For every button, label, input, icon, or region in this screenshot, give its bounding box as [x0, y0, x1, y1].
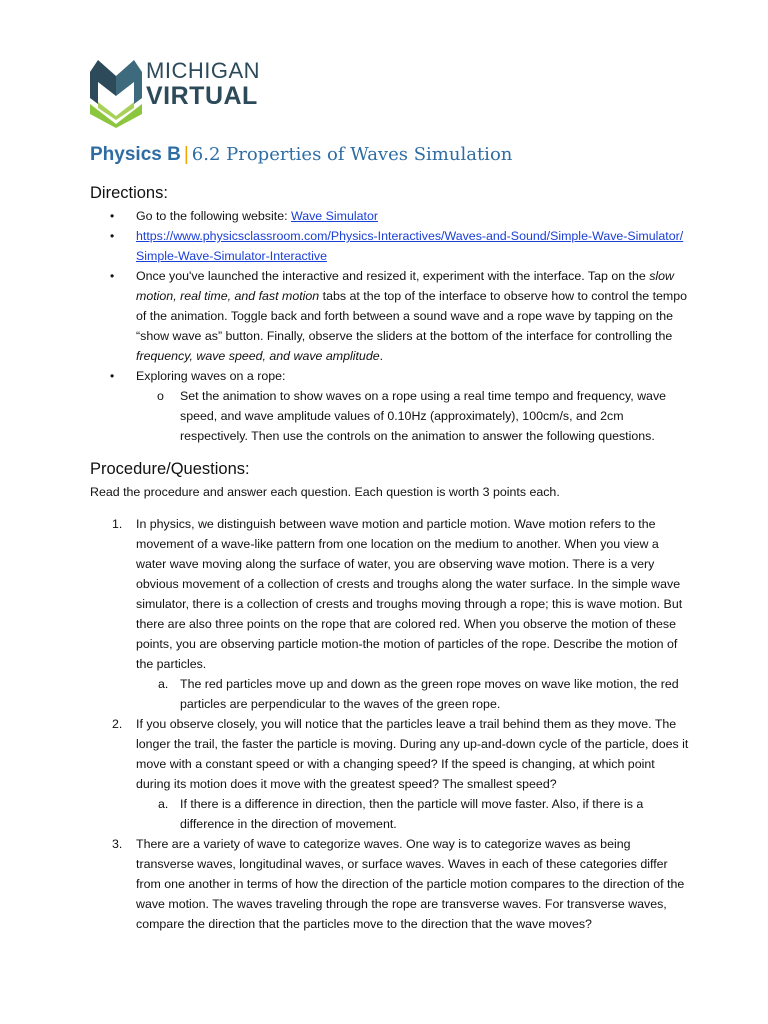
- logo-line-michigan: MICHIGAN: [146, 58, 260, 83]
- question-item: [90, 834, 690, 934]
- answer-letter: a.: [158, 677, 169, 691]
- bullet-icon: •: [110, 229, 115, 243]
- list-item: • Go to the following website: Wave Simulator: [90, 206, 690, 226]
- circle-bullet-icon: o: [157, 389, 164, 403]
- course-name: Physics B: [90, 144, 181, 165]
- answer-text: The red particles move up and down as the green rope moves on wave like motion, the red particles are perpendicular to the waves of the green rope.: [180, 677, 679, 711]
- question-text: If you observe closely, you will notice that the particles leave a trail behind them as they move. The longer the trail, the faster the particle is moving. During any up-and-down cycle of the particle, does it move with a constant speed or with a changing speed? If the speed is changing, at which point during its motion does it move with the greatest speed? The smallest speed?: [136, 717, 689, 791]
- logo-mark-icon: [90, 54, 142, 128]
- question-number: 1.: [112, 517, 123, 531]
- question-item: [90, 714, 690, 834]
- wave-simulator-link[interactable]: Wave Simulator: [290, 209, 378, 223]
- bullet-icon: •: [110, 369, 115, 383]
- physicsclassroom-url-link[interactable]: https://www.physicsclassroom.com/Physics-Interactives/Waves-and-Sound/Simple-Wave-Simulator/Simple-Wave-Simulator-Interactive: [136, 229, 684, 263]
- question-item: [90, 514, 690, 714]
- michigan-virtual-logo: [90, 54, 280, 128]
- assignment-title: 6.2 Properties of Waves Simulation: [191, 144, 513, 165]
- procedure-heading: Procedure/Questions:: [90, 460, 250, 478]
- logo-line-virtual: VIRTUAL: [146, 82, 258, 110]
- procedure-intro: Read the procedure and answer each question. Each question is worth 3 points each.: [90, 485, 560, 499]
- answer-item: [136, 794, 690, 834]
- directions-list: [90, 206, 690, 446]
- question-text: In physics, we distinguish between wave motion and particle motion. Wave motion refers to the movement of a wave-like pattern from one location on the medium to another. When you view a water wave moving along the surface of water, you are observing wave motion. There is a very obvious movement of a collection of crests and troughs along the water surface. In the simple wave simulator, there is a collection of crests and troughs moving through a rope; this is wave motion. But there are also three points on the rope that are colored red. When you observe the motion of these points, you are observing particle motion-the motion of particles of the rope. Describe the motion of the particles.: [136, 517, 683, 671]
- list-item: o Set the animation to show waves on a rope using a real time tempo and frequency, wave speed, and wave amplitude values of 0.10Hz (approximately), 100cm/s, and 2cm respectively. Then use the controls on the animation to answer the following questions.: [136, 386, 690, 446]
- question-number: 3.: [112, 837, 123, 851]
- list-item: [90, 226, 690, 266]
- list-item: • Once you've launched the interactive and resized it, experiment with the interface. Tap on the slow motion, real time, and fast motion tabs at the top of the interface to observe how to control the tempo of the animation. Toggle back and forth between a sound wave and a rope wave by tapping on the “show wave as” button. Finally, observe the sliders at the bottom of the interface for controlling the frequency, wave speed, and wave amplitude.: [90, 266, 690, 366]
- question-number: 2.: [112, 717, 123, 731]
- page-title: [90, 144, 512, 166]
- bullet-icon: •: [110, 209, 115, 223]
- title-separator: |: [183, 144, 189, 165]
- questions-list: [90, 514, 690, 934]
- bullet-icon: •: [110, 269, 115, 283]
- answer-letter: a.: [158, 797, 169, 811]
- directions-heading: Directions:: [90, 184, 168, 202]
- answer-item: [136, 674, 690, 714]
- answer-text: If there is a difference in direction, then the particle will move faster. Also, if there is a difference in the direction of movement.: [180, 797, 644, 831]
- question-text: There are a variety of wave to categorize waves. One way is to categorize waves as being transverse waves, longitudinal waves, or surface waves. Waves in each of these categories differ from one another in terms of how the direction of the particle motion compares to the direction of the wave motion. The waves traveling through the rope are transverse waves. For transverse waves, compare the direction that the particles move to the direction that the wave moves?: [136, 837, 685, 931]
- sub-list: [136, 386, 690, 446]
- list-item: • Exploring waves on a rope: o Set the animation to show waves on a rope using a real time tempo and frequency, wave speed, and wave amplitude values of 0.10Hz (approximately), 100cm/s, and 2cm respectively. Then use the controls on the animation to answer the following questions.: [90, 366, 690, 446]
